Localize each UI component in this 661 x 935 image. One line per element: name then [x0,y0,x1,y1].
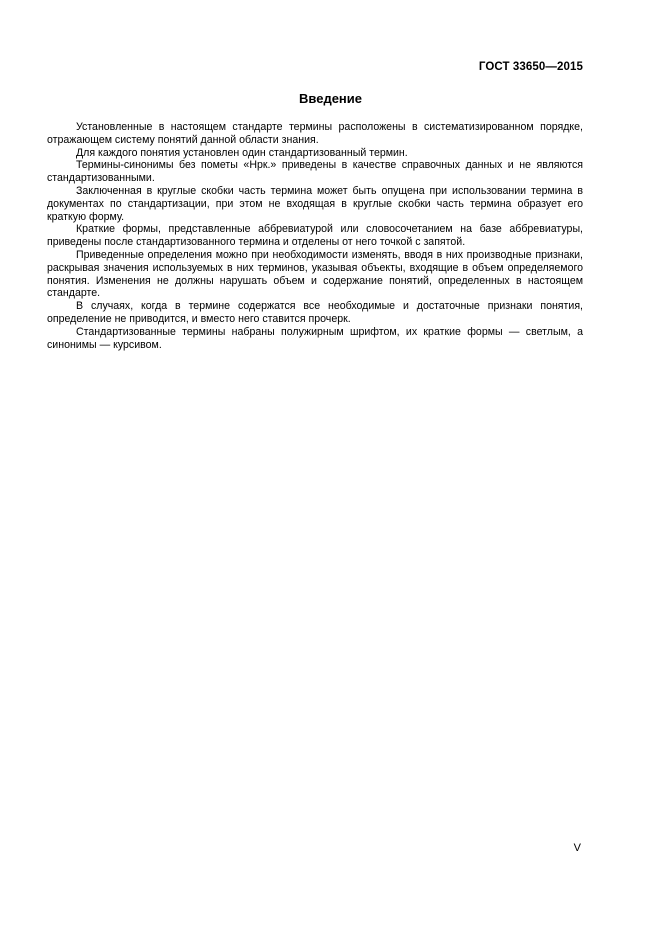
paragraph: Для каждого понятия установлен один стандартизованный термин. [76,146,408,159]
paragraph: Стандартизованные термины набраны полужирным шрифтом, их краткие формы — светлым, а синонимы — курсивом. [47,325,583,351]
paragraph: В случаях, когда в термине содержатся все необходимые и достаточные признаки понятия, определение не приводится, и вместо него ставится прочерк. [47,300,583,325]
document-code: ГОСТ 33650—2015 [478,61,583,73]
page-number: V [573,842,581,854]
paragraph: Краткие формы, представленные аббревиатурой или словосочетанием на базе аббревиатуры, приведены после стандартизованного термина и отделены от него точкой с запятой. [47,223,583,249]
paragraph: Приведенные определения можно при необходимости изменять, вводя в них производные признаки, раскрывая значения используемых в них терминов, указывая объекты, входящие в объем определяемого понятия. Изменения не должны нарушать объем и содержание понятий, определенных в настоящем стандарте. [47,248,583,300]
paragraph: Термины-синонимы без пометы «Нрк.» приведены в качестве справочных данных и не являются стандартизованными. [47,159,583,185]
paragraph: Установленные в настоящем стандарте термины расположены в систематизированном порядке, отражающем систему понятий данной области знания. [47,121,583,146]
introduction-text [47,121,583,351]
paragraph: Заключенная в круглые скобки часть термина может быть опущена при использовании термина в документах по стандартизации, при этом не входящая в круглые скобки часть термина образует его краткую форму. [47,184,583,223]
section-title: Введение [299,91,362,106]
